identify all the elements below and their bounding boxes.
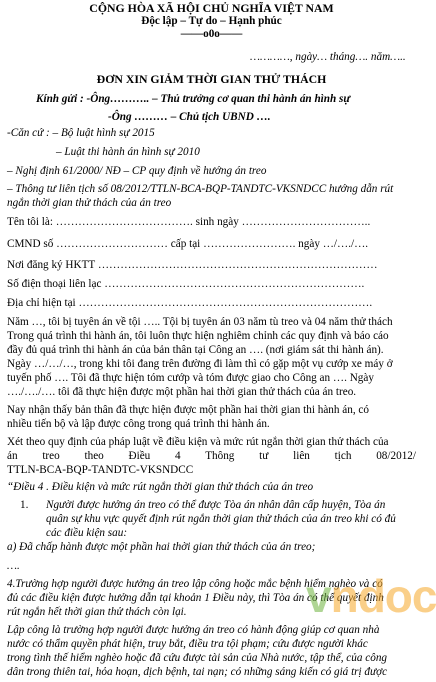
recipient-line-1: Kính gửi : -Ông……….. – Thủ trưởng cơ quan thi hành án hình sự: [36, 93, 351, 105]
paragraph1-line-6: …./…./…. tôi đã thực hiện được một phần hai thời gian thử thách của án treo.: [7, 386, 357, 398]
article4-last-line-1: Lập công là trường hợp người được hưởng án treo có hành động giúp cơ quan nhà: [7, 624, 380, 636]
article4-item1-number: 1.: [20, 499, 29, 511]
legal-basis-5: ngắn thời gian thử thách của án treo: [7, 197, 172, 209]
paragraph1-line-3: đầy đủ quá trình thi hành án của bản thân tại Công an …. (nơi giám sát thi hành án).: [7, 344, 384, 356]
field-name: Tên tôi là: ………………………………. sinh ngày ……………………………..: [7, 216, 371, 228]
article4-item4-line-2: đủ các điều kiện được hưởng dẫn tại khoản 1 Điều này, thì Tòa án có thể quyết định: [7, 592, 384, 604]
field-residence: Nơi đăng ký HKTT …………………………………………………………………: [7, 259, 378, 271]
article4-last-line-3: trong tình thế hiểm nghèo hoặc đã cứu được tài sản của Nhà nước, tập thể, của công: [7, 652, 388, 664]
recipient-line-2: -Ông ……… – Chủ tịch UBND ….: [108, 111, 271, 123]
field-phone: Số điện thoại liên lạc …………………………………………………………….: [7, 278, 365, 290]
article4-last-line-2: nước có thẩm quyền phát hiện, truy bắt, điều tra tội phạm; cứu được người khác: [7, 638, 368, 650]
paragraph2-line-1: Nay nhận thấy bản thân đã thực hiện được một phần hai thời gian thi hành án, có: [7, 404, 369, 416]
paragraph1-line-4: Ngày …/…/…, trong khi tôi đang trên đường đi làm thì có gặp một vụ cướp xe máy ở: [7, 358, 393, 370]
legal-basis-1: -Căn cứ : – Bộ luật hình sự 2015: [7, 127, 155, 139]
article4-item-a: a) Đã chấp hành được một phần hai thời gian thử thách của án treo;: [7, 541, 316, 553]
header-separator: ——o0o——: [180, 28, 243, 40]
field-address: Địa chỉ hiện tại …………………………………………………………………….: [7, 297, 373, 309]
article4-item1-line-2: quân sự khu vực quyết định rút ngắn thời gian thử thách của án treo khi có đủ: [46, 513, 396, 525]
date-line: …………, ngày… tháng…. năm…..: [250, 51, 406, 63]
article4-item1-line-1: Người được hưởng án treo có thể được Tòa án nhân dân cấp huyện, Tòa án: [46, 499, 386, 511]
document-title: ĐƠN XIN GIẢM THỜI GIAN THỬ THÁCH: [96, 72, 327, 86]
article4-item4-line-1: 4.Trường hợp người được hưởng án treo lập công hoặc mắc bệnh hiểm nghèo và có: [7, 578, 383, 590]
paragraph3-line-1: Xét theo quy định của pháp luật về điều kiện và mức rút ngắn thời gian thử thách của: [7, 436, 389, 448]
legal-basis-2: – Luật thi hành án hình sự 2010: [56, 146, 200, 158]
article4-item1-line-3: các điều kiện sau:: [46, 527, 128, 539]
article4-last-line-4: dân trong thiên tai, hỏa hoạn, dịch bệnh, tai nạn; có những sáng kiến có giá trị được: [7, 666, 388, 678]
watermark-first: v: [306, 570, 331, 622]
paragraph2-line-2: nhiều tiến bộ và lập được công trong quá trình thi hành án.: [7, 418, 270, 430]
paragraph1-line-5: tuyến phố …. Tôi đã thực hiện tóm cướp và tóm được giao cho Công an …. Ngày: [7, 372, 374, 384]
article4-item4-line-3: rút ngắn hết thời gian thử thách còn lại.: [7, 606, 187, 618]
country-heading: CỘNG HÒA XÃ HỘI CHỦ NGHĨA VIỆT NAM: [89, 1, 334, 15]
paragraph3-line-3: TTLN-BCA-BQP-TANDTC-VKSNDCC: [7, 464, 194, 476]
legal-basis-3: – Nghị định 61/2000/ NĐ – CP quy định về hướng án treo: [7, 165, 267, 177]
legal-basis-4: – Thông tư liên tịch số 08/2012/TTLN-BCA-BQP-TANDTC-VKSNDCC hướng dẫn rút: [7, 183, 394, 195]
paragraph1-line-2: Trong quá trình thi hành án, tôi luôn thực hiện nghiêm chỉnh các quy định và báo cáo: [7, 330, 389, 342]
article4-heading: “Điều 4 . Điều kiện và mức rút ngắn thời gian thử thách của án treo: [7, 481, 314, 493]
watermark-rest: ndoc: [330, 570, 436, 622]
paragraph1-line-1: Năm …, tôi bị tuyên án về tội ….. Tội bị tuyên án 03 năm tù treo và 04 năm thử thách: [7, 316, 393, 328]
vndoc-watermark-logo: [306, 563, 436, 629]
motto: Độc lập – Tự do – Hạnh phúc: [141, 15, 282, 27]
field-id-card: CMND số ………………………… cấp tại ……………………. ngày …/…./….: [7, 238, 369, 250]
paragraph3-line-2: án treo theo Điều 4 Thông tư liên tịch 08/2012/: [7, 450, 416, 462]
article4-ellipsis: ….: [7, 560, 20, 572]
